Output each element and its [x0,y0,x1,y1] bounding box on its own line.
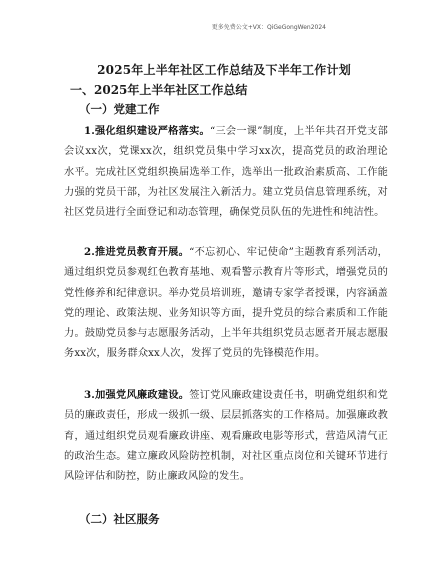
document-title: 2025年上半年社区工作总结及下半年工作计划 [97,63,351,77]
section-heading-1: 一、2025年上半年社区工作总结 [70,83,248,97]
paragraph-lead: 1.强化组织建设严格落实。 [84,125,210,137]
subsection-heading-party-building: （一）党建工作 [79,102,160,116]
paragraph-education [64,242,388,365]
header-note: 更多免费公文+VX：QiGeGongWen2024 [211,24,326,31]
paragraph-body: 签订党风廉政建设责任书，明确党组织和党员的廉政责任，形成一级抓一级、层层抓落实的工作格局。加强廉政教育，通过组织党员观看廉政讲座、观看廉政电影等形式，营造风清气正的政治生态。建立廉政风险防控机制，对社区重点岗位和关键环节进行风险评估和防控，防止廉政风险的发生。 [64,390,388,483]
paragraph-lead: 3.加强党风廉政建设。 [84,389,190,401]
paragraph-lead: 2.推进党员教育开展。 [84,246,190,258]
paragraph-body: “不忘初心、牢记使命”主题教育系列活动，通过组织党员参观红色教育基地、观看警示教育片等形式，增强党员的党性修养和纪律意识。举办党员培训班，邀请专家学者授课，内容涵盖党的理论、政策法规、业务知识等方面，提升党员的综合素质和工作能力。鼓励党员参与志愿服务活动，上半年共组织党员志愿者开展志愿服务xx次，服务群众xx人次，发挥了党员的先锋模范作用。 [64,247,388,360]
subsection-heading-community-service: （二）社区服务 [79,512,160,526]
paragraph-body: “三会一课”制度，上半年共召开党支部会议xx次，党课xx次，组织党员集中学习xx次，提高党员的政治理论水平。完成社区党组织换届选举工作，选举出一批政治素质高、工作能力强的党员干部，为社区发展注入新活力。建立党员信息管理系统，对社区党员进行全面登记和动态管理，确保党员队伍的先进性和纯洁性。 [64,126,388,219]
paragraph-organization [64,121,388,223]
paragraph-integrity [64,385,388,487]
